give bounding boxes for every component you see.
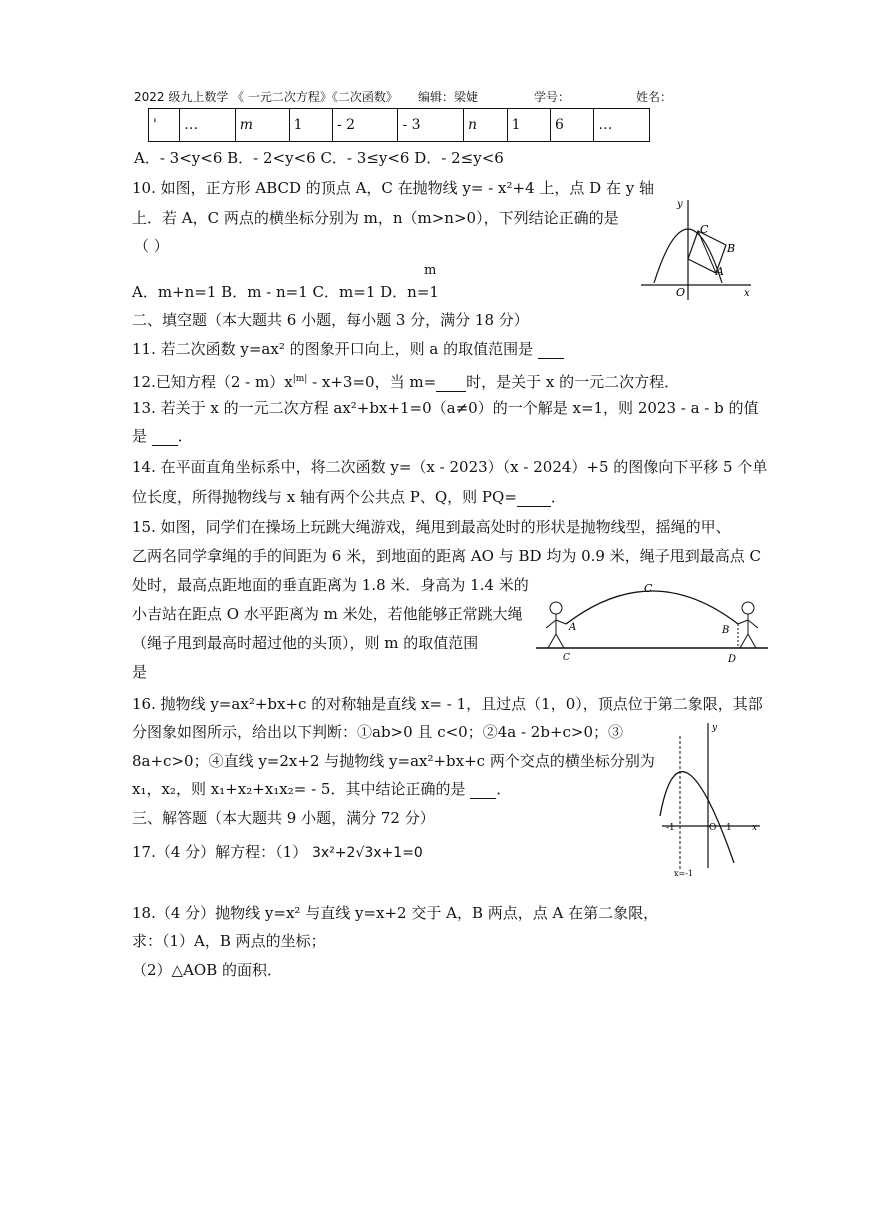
- answer-blank: [517, 492, 551, 507]
- q10-bracket: （ ）: [134, 237, 169, 255]
- label-c-top: C: [644, 582, 653, 595]
- q13-text-b: 是: [132, 427, 148, 445]
- q15-line2: 乙两名同学拿绳的手的间距为 6 米，到地面的距离 AO 与 BD 均为 0.9 米，绳子甩到最高点 C: [132, 547, 761, 565]
- q12-text-a: 12.已知方程（2 - m）x: [132, 373, 293, 391]
- q10-m-mark: m: [424, 263, 437, 278]
- parabola: [660, 772, 734, 863]
- label-c-ground: C: [563, 653, 570, 663]
- q15-line1: 15. 如图，同学们在操场上玩跳大绳游戏，绳甩到最高处时的形状是抛物线型，摇绳的甲、: [132, 518, 731, 536]
- table-cell: …: [180, 109, 236, 142]
- q11-text: 11. 若二次函数 y=ax² 的图象开口向上，则 a 的取值范围是: [132, 340, 534, 358]
- label-a: A: [569, 622, 577, 633]
- label-one: 1: [726, 823, 732, 833]
- rope-curve: [566, 591, 738, 624]
- q16-line2: 分图象如图所示，给出以下判断：①ab>0 且 c<0；②4a - 2b+c>0；③: [132, 723, 624, 741]
- diagonal: [698, 231, 716, 273]
- q16-line3: 8a+c>0；④直线 y=2x+2 与抛物线 y=ax²+bx+c 两个交点的横坐标分别为: [132, 752, 655, 770]
- person-left-body: [546, 614, 566, 648]
- person-left-head: [550, 602, 562, 614]
- q17: [132, 842, 423, 863]
- header-student-id: 学号：: [534, 90, 571, 104]
- header-editor: 编辑：梁婕: [418, 90, 479, 104]
- q10-line1: 10. 如图，正方形 ABCD 的顶点 A，C 在抛物线 y= - x²+4 上，点 D 在 y 轴: [132, 179, 654, 197]
- table-row: [149, 109, 650, 142]
- q17-text: 17.（4 分）解方程：（1）: [132, 843, 308, 861]
- table-cell: 1: [507, 109, 550, 142]
- q15-line5: （绳子甩到最高时超过他的头顶），则 m 的取值范围: [132, 634, 479, 652]
- q15-line3: 处时，最高点距地面的垂直距离为 1.8 米．身高为 1.4 米的: [132, 576, 529, 594]
- q15-line4: 小吉站在距点 O 水平距离为 m 米处，若他能够正常跳大绳: [132, 605, 523, 623]
- person-right-head: [742, 602, 754, 614]
- section-2-title: 二、填空题（本大题共 6 小题，每小题 3 分，满分 18 分）: [132, 311, 529, 329]
- q9-options: A．- 3<y<6 B．- 2<y<6 C．- 3≤y<6 D．- 2≤y<6: [134, 149, 504, 167]
- fig-label-c: C: [700, 223, 709, 236]
- table-cell: 6: [550, 109, 593, 142]
- table-cell: n: [464, 109, 508, 142]
- q15-figure: [532, 578, 772, 668]
- header-name: 姓名：: [636, 90, 673, 104]
- label-axis-eq: x=-1: [674, 869, 694, 878]
- fig-label-o: O: [676, 286, 686, 299]
- q16-line4: x₁，x₂，则 x₁+x₂+x₁x₂= - 5．其中结论正确的是 ．: [132, 780, 512, 798]
- header-course: 2022 级九上数学: [134, 90, 229, 104]
- q18-line2: 求：（1）A，B 两点的坐标；: [132, 932, 326, 950]
- header-topic: 《 一元二次方程》《二次函数》: [232, 90, 398, 104]
- table-cell: …: [594, 109, 650, 142]
- label-o: O: [709, 823, 717, 833]
- section-3-title: 三、解答题（本大题共 9 小题，满分 72 分）: [132, 809, 435, 827]
- label-b: B: [722, 625, 730, 636]
- value-table: [148, 108, 650, 142]
- q17-equation: 3x²+2√3x+1=0: [312, 845, 423, 861]
- fig-label-x: x: [744, 288, 750, 299]
- q12-text-b: - x+3=0，当 m=: [307, 373, 437, 391]
- q13-line1: 13. 若关于 x 的一元二次方程 ax²+bx+1=0（a≠0）的一个解是 x=1，则 2023 - a - b 的值: [132, 399, 759, 417]
- person-right-body: [738, 614, 758, 648]
- label-d: D: [728, 654, 737, 665]
- answer-blank: [470, 784, 496, 799]
- q16-figure: [652, 718, 767, 878]
- q14-line2: 位长度，所得抛物线与 x 轴有两个公共点 P、Q，则 PQ= ．: [132, 488, 566, 506]
- answer-blank: [538, 344, 564, 359]
- table-cell: 1: [289, 109, 332, 142]
- label-x: x: [752, 823, 758, 833]
- answer-blank: [436, 377, 466, 392]
- q16-text-4: x₁，x₂，则 x₁+x₂+x₁x₂= - 5．其中结论正确的是: [132, 780, 466, 798]
- q14-line1: 14. 在平面直角坐标系中，将二次函数 y=（x - 2023）（x - 2024）+5 的图像向下平移 5 个单: [132, 458, 768, 476]
- table-cell: - 2: [332, 109, 398, 142]
- q10-figure: [636, 195, 756, 305]
- table-cell: ': [149, 109, 180, 142]
- q16-line1: 16. 抛物线 y=ax²+bx+c 的对称轴是直线 x= - 1，且过点（1，0），顶点位于第二象限，其部: [132, 695, 763, 713]
- label-minus-one: -1: [666, 823, 675, 833]
- fig-label-a: A: [716, 265, 724, 278]
- q18-line3: （2）△AOB 的面积．: [132, 961, 283, 979]
- q12-text-c: 时，是关于 x 的一元二次方程．: [466, 373, 680, 391]
- answer-blank: [152, 431, 178, 446]
- q13-line2: 是 ．: [132, 427, 193, 445]
- q15-line6: 是: [132, 663, 148, 681]
- q10-line2: 上．若 A，C 两点的横坐标分别为 m，n（m>n>0），下列结论正确的是: [132, 209, 619, 227]
- fig-label-y: y: [677, 199, 683, 210]
- label-y: y: [712, 723, 718, 733]
- table-cell: - 3: [398, 109, 464, 142]
- q14-text-b: 位长度，所得抛物线与 x 轴有两个公共点 P、Q，则 PQ=: [132, 488, 517, 506]
- q10-options: A．m+n=1 B．m - n=1 C．m=1 D．n=1: [132, 283, 439, 301]
- q11: [132, 339, 564, 359]
- q12-exponent: |m|: [292, 374, 308, 384]
- q12: [132, 369, 679, 392]
- q18-line1: 18.（4 分）抛物线 y=x² 与直线 y=x+2 交于 A，B 两点，点 A 在第二象限，: [132, 904, 659, 922]
- fig-label-b: B: [727, 242, 736, 255]
- table-cell: m: [235, 109, 289, 142]
